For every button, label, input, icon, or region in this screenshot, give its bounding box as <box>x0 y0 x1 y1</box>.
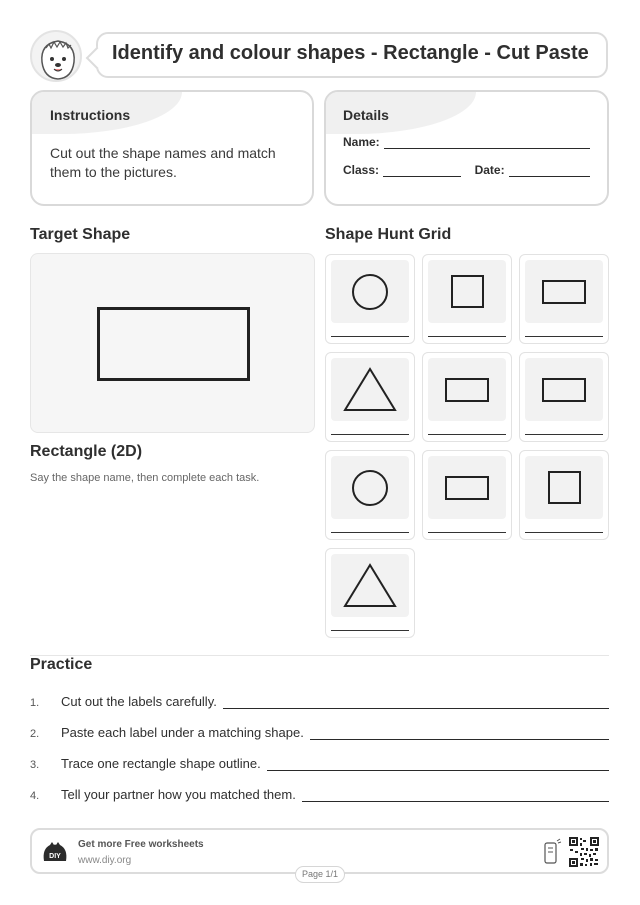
triangle-shape-icon <box>345 565 395 606</box>
practice-number: 1. <box>30 697 40 709</box>
section-divider <box>30 655 609 656</box>
diy-logo-icon <box>42 841 68 863</box>
svg-text:DIY: DIY <box>49 853 61 860</box>
circle-shape-icon <box>353 471 387 505</box>
grid-cell <box>519 450 609 540</box>
label-line[interactable] <box>428 434 506 435</box>
practice-item <box>30 755 609 771</box>
name-field[interactable] <box>384 137 590 149</box>
footer-promo-text: Get more Free worksheets <box>78 839 204 850</box>
answer-line[interactable] <box>223 697 609 709</box>
target-shape-panel <box>30 253 315 433</box>
label-line[interactable] <box>331 630 409 631</box>
shape-instructions: Say the shape name, then complete each task. <box>30 472 260 484</box>
class-date-row <box>343 163 590 177</box>
shape-name: Rectangle (2D) <box>30 443 143 460</box>
grid-cell <box>422 254 512 344</box>
target-shape-heading: Target Shape <box>30 226 131 243</box>
square-shape-icon <box>549 472 580 503</box>
label-line[interactable] <box>331 532 409 533</box>
square-shape-icon <box>452 276 483 307</box>
label-line[interactable] <box>428 532 506 533</box>
grid-cell <box>325 254 415 344</box>
footer-url-link[interactable]: www.diy.org <box>78 855 132 866</box>
practice-number: 2. <box>30 728 40 740</box>
practice-text: Tell your partner how you matched them. <box>61 787 296 802</box>
details-card <box>324 90 609 206</box>
date-field[interactable] <box>509 165 590 177</box>
page-indicator: Page 1/1 <box>295 866 345 883</box>
practice-text: Cut out the labels carefully. <box>61 694 217 709</box>
phone-icon <box>542 838 562 866</box>
grid-cell <box>519 352 609 442</box>
grid-cell <box>325 352 415 442</box>
grid-cell <box>422 450 512 540</box>
label-line[interactable] <box>525 336 603 337</box>
grid-cell <box>422 352 512 442</box>
answer-line[interactable] <box>310 728 609 740</box>
practice-text: Paste each label under a matching shape. <box>61 725 304 740</box>
name-label: Name: <box>343 135 380 149</box>
answer-line[interactable] <box>302 790 609 802</box>
class-label: Class: <box>343 163 380 177</box>
practice-number: 3. <box>30 759 40 771</box>
label-line[interactable] <box>428 336 506 337</box>
answer-line[interactable] <box>267 759 609 771</box>
label-line[interactable] <box>525 434 603 435</box>
name-field-row <box>343 135 590 149</box>
label-line[interactable] <box>331 336 409 337</box>
triangle-shape-icon <box>345 369 395 410</box>
label-line[interactable] <box>331 434 409 435</box>
rectangle-shape-icon <box>97 307 250 381</box>
practice-item <box>30 786 609 802</box>
qr-code-icon <box>569 837 599 867</box>
label-line[interactable] <box>525 532 603 533</box>
rectangle-shape-icon <box>543 281 585 303</box>
practice-heading: Practice <box>30 656 93 673</box>
class-field[interactable] <box>383 165 461 177</box>
practice-item <box>30 693 609 709</box>
shape-hunt-heading: Shape Hunt Grid <box>325 226 452 243</box>
rectangle-shape-icon <box>446 379 488 401</box>
rectangle-shape-icon <box>446 477 488 499</box>
title-banner <box>96 32 608 78</box>
practice-text: Trace one rectangle shape outline. <box>61 756 261 771</box>
instructions-card <box>30 90 314 206</box>
instructions-text: Cut out the shape names and match them to the pictures. <box>50 145 276 180</box>
grid-cell <box>519 254 609 344</box>
practice-item <box>30 724 609 740</box>
rectangle-shape-icon <box>543 379 585 401</box>
page-title: Identify and colour shapes - Rectangle - Cut Paste <box>112 42 589 64</box>
practice-number: 4. <box>30 790 40 802</box>
grid-cell <box>325 548 415 638</box>
instructions-heading: Instructions <box>50 107 131 123</box>
circle-shape-icon <box>353 275 387 309</box>
details-heading: Details <box>343 107 389 123</box>
grid-cell <box>325 450 415 540</box>
mascot-avatar <box>30 30 82 82</box>
date-label: Date: <box>474 163 505 177</box>
